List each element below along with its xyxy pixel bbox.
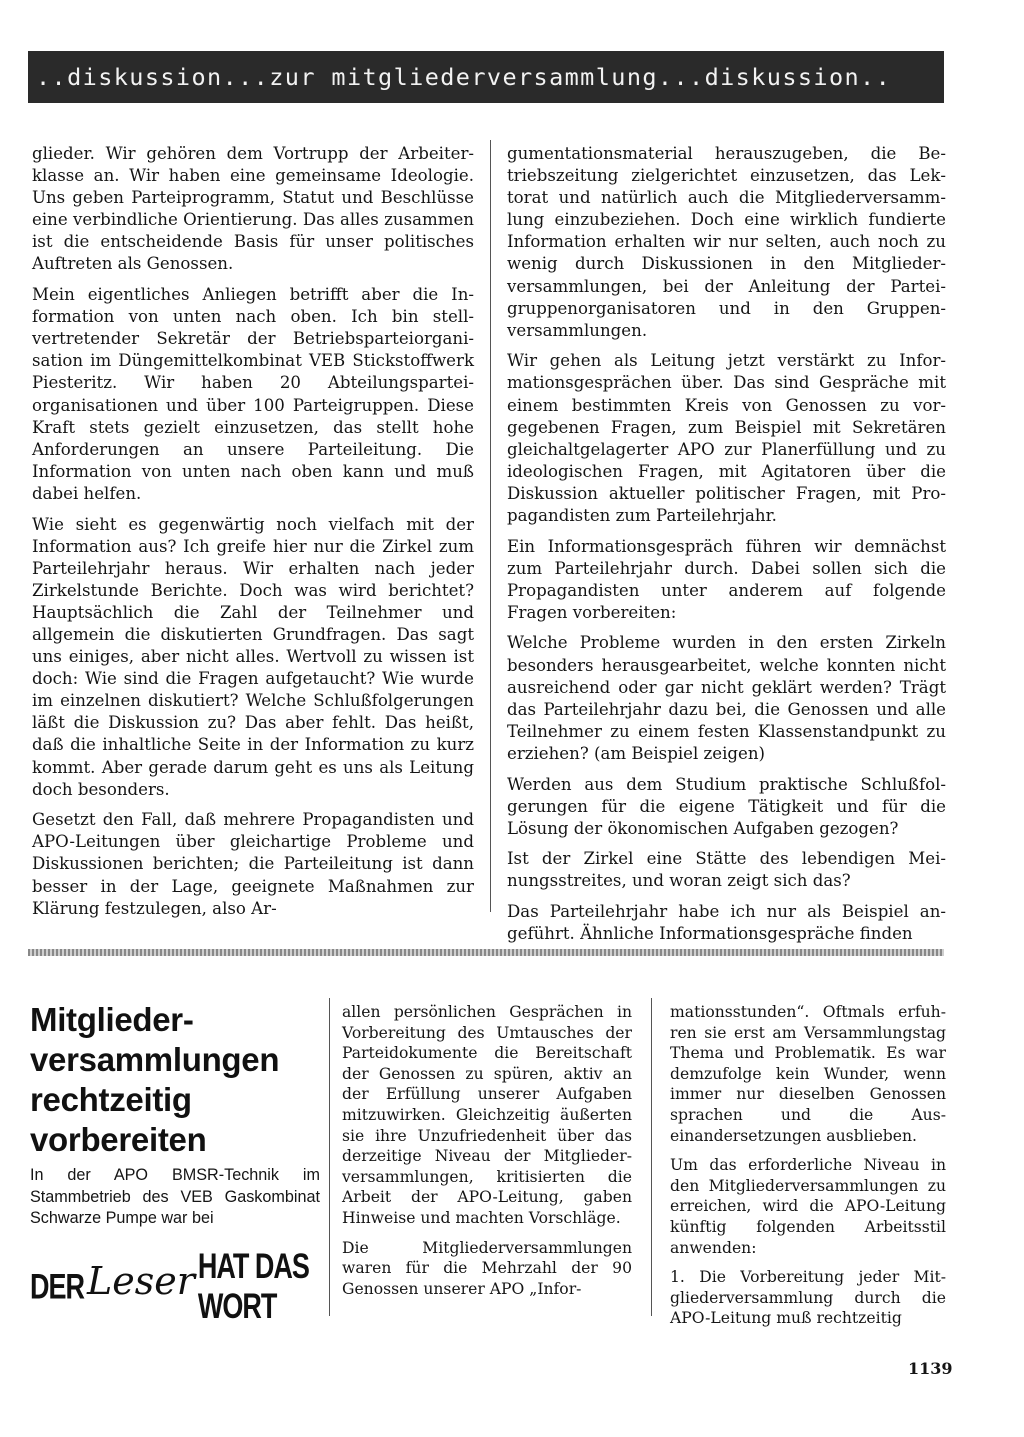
paragraph: Werden aus dem Studium praktische Schlußfolgerungen für die eigene Tätigkeit und für die Lösung der ökonomischen Aufgaben gezogen?	[507, 774, 946, 838]
paragraph: Die Mitgliederversammlungen waren für die Mehrzahl der 90 Genossen unserer APO „Infor-	[342, 1238, 632, 1298]
article-headline: Mitgliederversammlungen rechtzeitig vorbereiten	[30, 1001, 280, 1158]
paragraph: mationsstunden“. Oftmals erfuhren sie erst am Versammlungstag Thema und Problematik. Es war demzufolge kein Wunder, wenn immer nur dieselben Genossen sprachen und die Auseinandersetzungen ausblieben.	[670, 1003, 946, 1145]
reader-column-logo	[30, 1246, 322, 1326]
paragraph: Gesetzt den Fall, daß mehrere Propagandisten und APO-Leitungen über gleichartige Probleme und Diskussionen berichten; die Parteileitung ist dann besser in der Lage, geeignete Maßnahmen zur Klärung festzulegen, also Ar-	[32, 810, 474, 918]
article2-column-right	[670, 1002, 946, 1338]
paragraph: gumentationsmaterial herauszugeben, die Betriebszeitung zielgerichtet einzusetzen, das Lektorat und natürlich auch die Mitgliederversammlung einzubeziehen. Doch eine wirklich fundierte Information erhalten wir nur selten, auch noch zu wenig durch Diskussionen in den Mitgliederversammlungen, bei der Anleitung der Parteigruppenorganisatoren und in den Gruppenversammlungen.	[507, 144, 946, 340]
logo-suffix: HAT DAS WORT	[197, 1246, 309, 1326]
paragraph: Das Parteilehrjahr habe ich nur als Beispiel angeführt. Ähnliche Informationsgespräche finden	[507, 902, 946, 944]
article2-column-middle	[342, 1002, 632, 1308]
page-number: 1139	[908, 1359, 953, 1378]
paragraph: Wir gehen als Leitung jetzt verstärkt zu Informationsgesprächen über. Das sind Gespräche mit einem bestimmten Kreis von Genossen zu vorgegebenen Fragen, zum Beispiel mit Sekretären gleichaltgelagerter APO zur Planerfüllung und zu ideologischen Fragen, mit Agitatoren über die Diskussion aktueller politischer Fragen, mit Propagandisten zum Parteilehrjahr.	[507, 351, 946, 525]
section-divider	[28, 949, 944, 956]
paragraph: Ist der Zirkel eine Stätte des lebendigen Meinungsstreites, und woran zeigt sich das?	[507, 849, 946, 891]
article-column-1	[32, 143, 474, 920]
column-divider	[329, 998, 330, 1316]
article-column-2	[507, 143, 946, 945]
logo-script-word: Leser	[87, 1259, 195, 1303]
paragraph: glieder. Wir gehören dem Vortrupp der Arbeiterklasse an. Wir haben eine gemeinsame Ideologie. Uns geben Parteiprogramm, Statut und Beschlüsse eine verbindliche Orientierung. Das alles zusammen ist die entscheidende Basis für unser politisches Auftreten als Genossen.	[32, 144, 474, 274]
discussion-banner: ..diskussion...zur mitgliederversammlung...diskussion..	[28, 51, 944, 103]
logo-prefix: DER	[30, 1266, 85, 1306]
article-intro: In der APO BMSR-Technik im Stammbetrieb des VEB Gaskombinat Schwarze Pumpe war bei	[30, 1166, 320, 1228]
paragraph: allen persönlichen Gesprächen in Vorbereitung des Umtausches der Parteidokumente die Bereitschaft der Genossen zu spüren, aktiv an der Erfüllung unserer Aufgaben mitzuwirken. Gleichzeitig äußerten sie ihre Unzufriedenheit über das derzeitige Niveau der Mitgliederversammlungen, kritisierten die Arbeit der APO-Leitung, gaben Hinweise und machten Vorschläge.	[342, 1003, 632, 1227]
paragraph: 1. Die Vorbereitung jeder Mitgliederversammlung durch die APO-Leitung muß rechtzeitig	[670, 1268, 946, 1328]
column-divider	[651, 998, 652, 1316]
paragraph: Mein eigentliches Anliegen betrifft aber die Information von unten nach oben. Ich bin stellvertretender Sekretär der Betriebsparteiorganisation im Düngemittelkombinat VEB Stickstoffwerk Piesteritz. Wir haben 20 Abteilungsparteiorganisationen und über 100 Parteigruppen. Diese Kraft stets gezielt einzusetzen, das stellt hohe Anforderungen an unsere Parteileitung. Die Information von unten nach oben kann und muß dabei helfen.	[32, 285, 474, 503]
column-divider	[490, 140, 491, 912]
paragraph: Wie sieht es gegenwärtig noch vielfach mit der Information aus? Ich greife hier nur die Zirkel zum Parteilehrjahr heraus. Wir erhalten nach jeder Zirkelstunde Berichte. Doch was wird berichtet? Hauptsächlich die Zahl der Teilnehmer und allgemein die diskutierten Grundfragen. Das sagt uns einiges, aber nicht alles. Wertvoll zu wissen ist doch: Wie sind die Fragen aufgetaucht? Wie wurde im einzelnen diskutiert? Welche Schlußfolgerungen läßt die Diskussion zu? Das aber fehlt. Das heißt, daß die inhaltliche Seite in der Information zu kurz kommt. Aber gerade darum geht es uns als Leitung doch besonders.	[32, 514, 474, 799]
paragraph: Welche Probleme wurden in den ersten Zirkeln besonders herausgearbeitet, welche konnten nicht ausreichend oder gar nicht geklärt werden? Trägt das Parteilehrjahr dazu bei, die Genossen und alle Teilnehmer zu einem festen Klassenstandpunkt zu erziehen? (am Beispiel zeigen)	[507, 633, 946, 763]
paragraph: Um das erforderliche Niveau in den Mitgliederversammlungen zu erreichen, wird die APO-Leitung künftig folgenden Arbeitsstil anwenden:	[670, 1156, 946, 1257]
paragraph: Ein Informationsgespräch führen wir demnächst zum Parteilehrjahr durch. Dabei sollen sich die Propagandisten unter anderem auf folgende Fragen vorbereiten:	[507, 536, 946, 622]
